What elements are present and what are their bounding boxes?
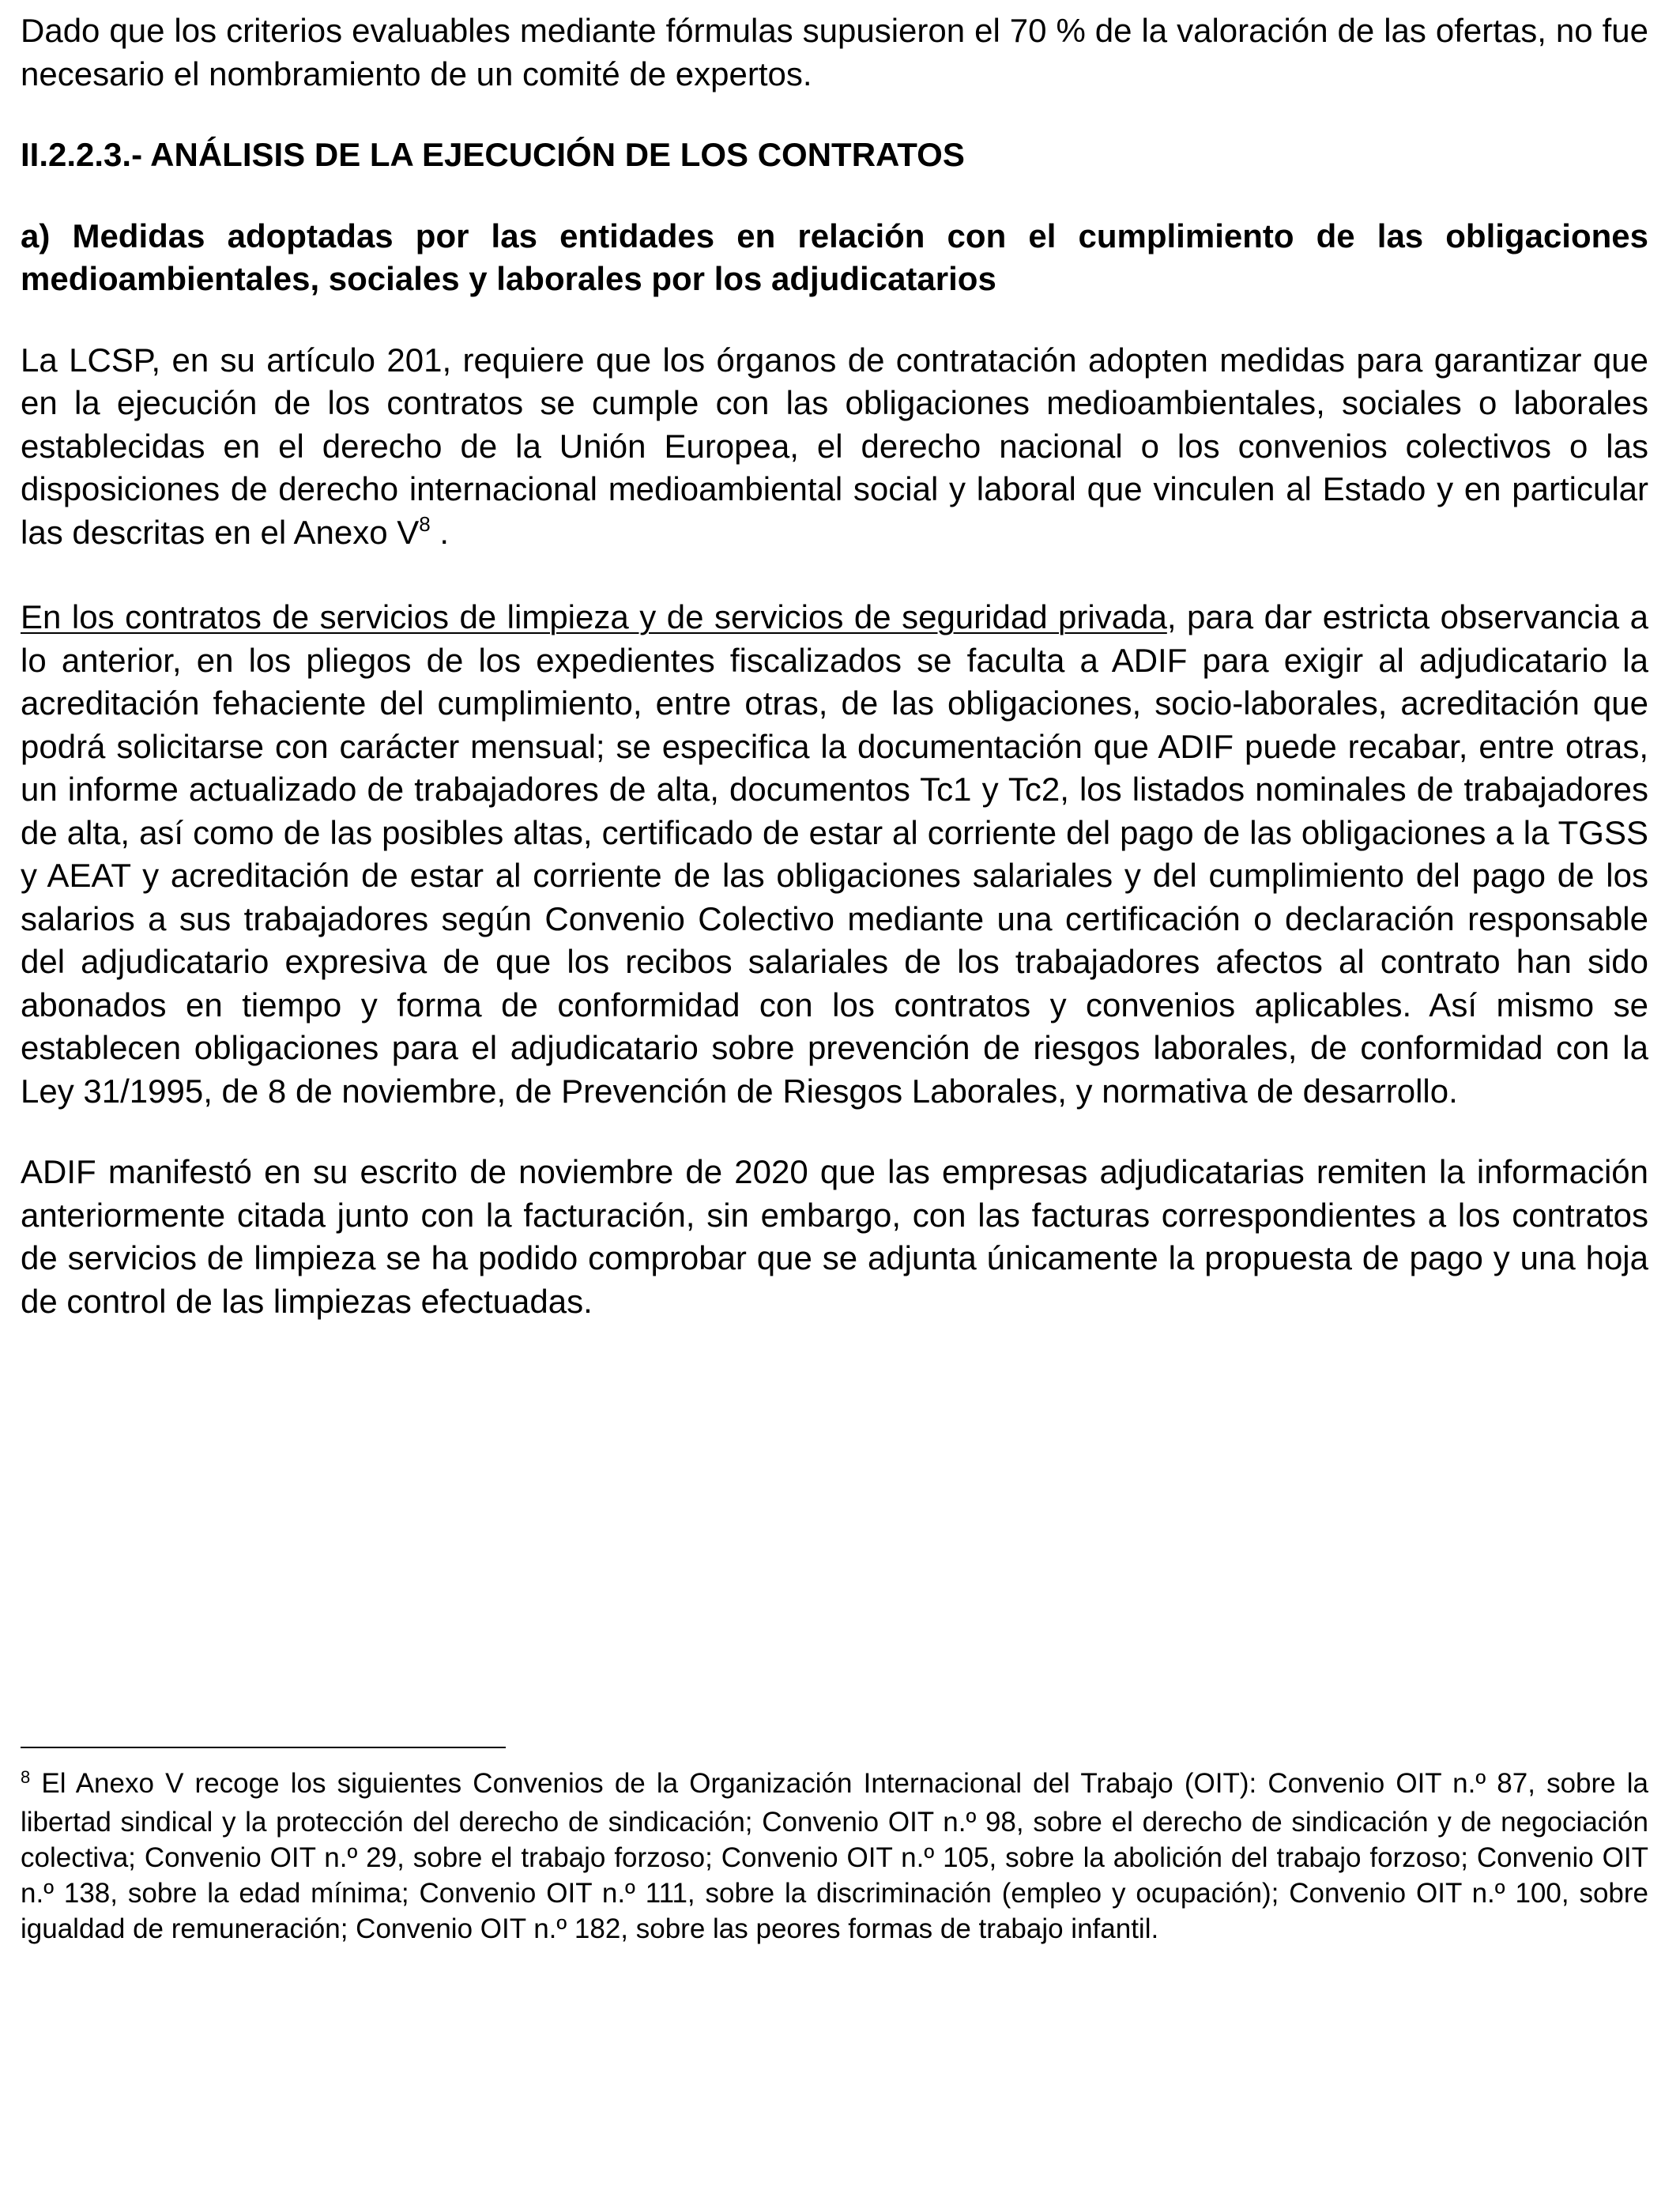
paragraph-lcsp-tail: . [430,513,450,551]
footnote-text: El Anexo V recoge los siguientes Convenios de la Organización Internacional del Trabajo (OIT): Convenio OIT n.º 87, sobre la libertad sindical y la protección del derecho de sindicación; Convenio OIT n.º 98, sobre el derecho de sindicación y de negociación colectiva; Convenio OIT n.º 29, sobre el trabajo forzoso; Convenio OIT n.º 105, sobre la abolición del trabajo forzoso; Convenio OIT n.º 138, sobre la edad mínima; Convenio OIT n.º 111, sobre la discriminación (empleo y ocupación); Convenio OIT n.º 100, sobre igualdad de remuneración; Convenio OIT n.º 182, sobre las peores formas de trabajo infantil. [21,1768,1648,1944]
paragraph-adif: ADIF manifestó en su escrito de noviembre de 2020 que las empresas adjudicatarias remiten la información anteriormente citada junto con la facturación, sin embargo, con las facturas correspondientes a los contratos de servicios de limpieza se ha podido comprobar que se adjunta únicamente la propuesta de pago y una hoja de control de las limpiezas efectuadas. [21,1153,1648,1320]
paragraph-contracts-text: , para dar estricta observancia a lo anterior, en los pliegos de los expedientes fiscalizados se faculta a ADIF para exigir al adjudicatario la acreditación fehaciente del cumplimiento, entre otras, de las obligaciones, socio-laborales, acreditación que podrá solicitarse con carácter mensual; se especifica la documentación que ADIF puede recabar, entre otras, un informe actualizado de trabajadores de alta, documentos Tc1 y Tc2, los listados nominales de trabajadores de alta, así como de las posibles altas, certificado de estar al corriente del pago de las obligaciones a la TGSS y AEAT y acreditación de estar al corriente de las obligaciones salariales y del cumplimiento del pago de los salarios a sus trabajadores según Convenio Colectivo mediante una certificación o declaración responsable del adjudicatario expresiva de que los recibos salariales de los trabajadores afectos al contrato han sido abonados en tiempo y forma de conformidad con los contratos y convenios aplicables. Así mismo se establecen obligaciones para el adjudicatario sobre prevención de riesgos laborales, de conformidad con la Ley 31/1995, de 8 de noviembre, de Prevención de Riesgos Laborales, y normativa de desarrollo. [21,598,1648,1110]
intro-paragraph: Dado que los criterios evaluables mediante fórmulas supusieron el 70 % de la valoración de las ofertas, no fue necesario el nombramiento de un comité de expertos. [21,12,1648,92]
footnote-8 [21,1766,1648,1947]
document-page [21,9,1648,1323]
footnote-number: 8 [21,1767,31,1787]
section-heading: II.2.2.3.- ANÁLISIS DE LA EJECUCIÓN DE LOS CONTRATOS [21,136,965,173]
paragraph-lcsp-text: La LCSP, en su artículo 201, requiere que los órganos de contratación adopten medidas para garantizar que en la ejecución de los contratos se cumple con las obligaciones medioambientales, sociales o laborales establecidas en el derecho de la Unión Europea, el derecho nacional o los convenios colectivos o las disposiciones de derecho internacional medioambiental social y laboral que vinculen al Estado y en particular las descritas en el Anexo V [21,341,1648,551]
paragraph-contracts-underlined: En los contratos de servicios de limpieza y de servicios de seguridad privada [21,598,1167,635]
paragraph-contracts [21,596,1648,1113]
paragraph-lcsp [21,339,1648,559]
footnote-area [21,1747,1648,1947]
section-subheading: a) Medidas adoptadas por las entidades en relación con el cumplimiento de las obligaciones medioambientales, sociales y laborales por los adjudicatarios [21,217,1648,297]
footnote-reference[interactable]: 8 [419,511,431,536]
footnote-separator [21,1747,506,1748]
